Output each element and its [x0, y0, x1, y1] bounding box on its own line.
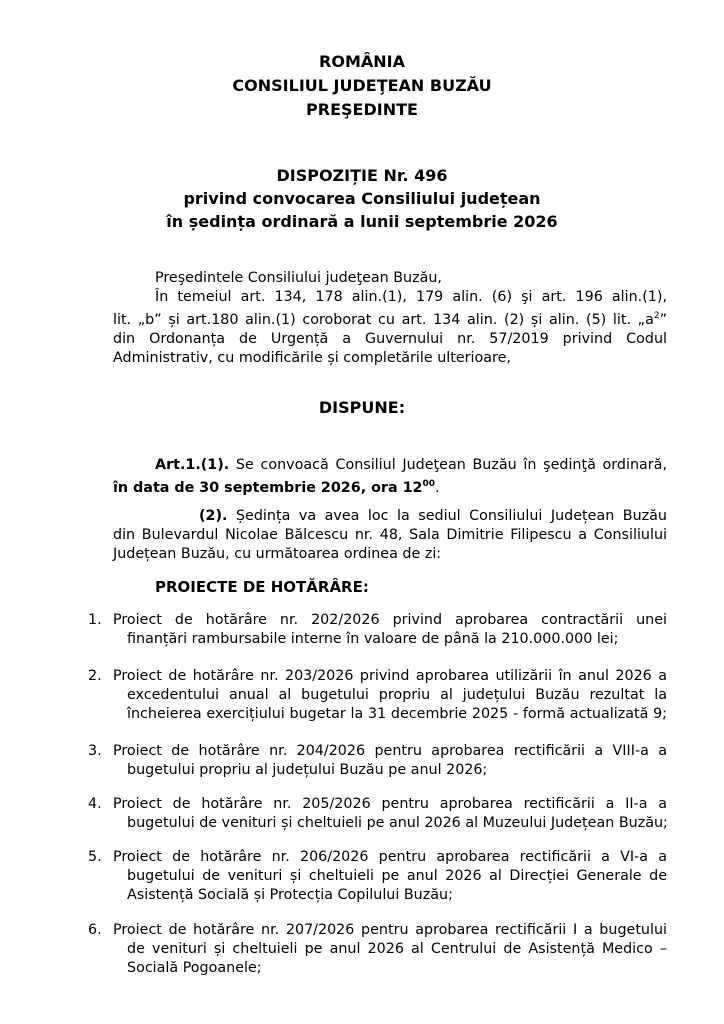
item-3-number: 3. [88, 743, 102, 759]
item-3 [113, 742, 667, 780]
article-1-hour-sup: 00 [422, 479, 436, 489]
intro-line-3-end: ” [659, 312, 667, 328]
article-1-date: în data de 30 septembrie 2026, ora 12 [113, 480, 423, 496]
intro-line-3 [113, 307, 667, 330]
item-6-number: 6. [88, 922, 102, 938]
item-4-line-2: bugetului de venituri și cheltuieli pe anul 2026 al Muzeului Județean Buzău; [127, 815, 668, 831]
item-2-line-3: încheierea exercițiului bugetar la 31 decembrie 2025 - formă actualizată 9; [127, 706, 667, 722]
article-1-text: Se convoacă Consiliul Judeţean Buzău în şedinţă ordinară, [229, 457, 667, 473]
article-1-2-line-2: din Bulevardul Nicolae Bălcescu nr. 48, Sala Dimitrie Filipescu a Consiliului [113, 527, 667, 543]
header-council: CONSILIUL JUDEŢEAN BUZĂU [232, 76, 492, 95]
header-president: PREŞEDINTE [306, 100, 418, 119]
article-1-2-label: (2). [199, 508, 228, 524]
article-1-paragraph-2 [113, 507, 667, 564]
item-5 [113, 848, 667, 905]
disposition-subject-line2: în ședința ordinară a lunii septembrie 2026 [166, 212, 558, 231]
article-1-2-line-3: Județean Buzău, cu următoarea ordinea de zi: [113, 546, 442, 562]
intro-line-3-sup: 2 [653, 311, 660, 321]
article-1 [113, 456, 667, 498]
item-5-line-1: Proiect de hotărâre nr. 206/2026 pentru aprobarea rectificării a VI-a a [113, 849, 667, 865]
item-2-line-2: excedentului anual al bugetului propriu al județului Buzău rezultat la [127, 687, 667, 703]
item-2 [113, 667, 667, 724]
item-4-number: 4. [88, 796, 102, 812]
intro-line-2: În temeiul art. 134, 178 alin.(1), 179 alin. (6) şi art. 196 alin.(1), [155, 289, 667, 305]
item-3-line-2: bugetului propriu al județului Buzău pe anul 2026; [127, 762, 488, 778]
intro-line-5: Administrativ, cu modificările și completările ulterioare, [113, 350, 511, 366]
intro-paragraph [113, 269, 667, 368]
item-4-line-1: Proiect de hotărâre nr. 205/2026 pentru aprobarea rectificării a II-a a [113, 796, 667, 812]
item-1-line-2: finanțări rambursabile interne în valoare de până la 210.000.000 lei; [127, 631, 619, 647]
intro-line-1: Preşedintele Consiliului judeţean Buzău, [155, 270, 442, 286]
article-1-2-text: Ședința va avea loc la sediul Consiliului Județean Buzău [227, 508, 667, 524]
item-6-line-2: de venituri și cheltuieli pe anul 2026 al Centrului de Asistență Medico – [127, 941, 667, 957]
item-2-number: 2. [88, 668, 102, 684]
item-4 [113, 795, 667, 833]
article-1-2-line-1 [113, 507, 667, 526]
item-2-line-1: Proiect de hotărâre nr. 203/2026 privind aprobarea utilizării în anul 2026 a [113, 668, 667, 684]
item-5-number: 5. [88, 849, 102, 865]
item-6-line-1: Proiect de hotărâre nr. 207/2026 pentru aprobarea rectificării I a bugetului [113, 922, 667, 938]
article-1-line-1 [113, 456, 667, 475]
intro-line-4: din Ordonanța de Urgență a Guvernului nr. 57/2019 privind Codul [113, 331, 667, 347]
disposition-subject-line1: privind convocarea Consiliului județean [183, 189, 541, 208]
item-6 [113, 921, 667, 978]
disposition-number: DISPOZIȚIE Nr. 496 [276, 166, 448, 185]
dispune-heading: DISPUNE: [318, 398, 406, 417]
article-1-end: . [435, 480, 440, 496]
article-1-label: Art.1.(1). [155, 457, 230, 473]
intro-line-3-text: lit. „b” și art.180 alin.(1) coroborat cu art. 134 alin. (2) și alin. (5) lit. „a [113, 312, 654, 328]
item-5-line-3: Asistență Socială și Protecția Copilului Buzău; [127, 887, 453, 903]
item-5-line-2: bugetului de venituri și cheltuieli pe anul 2026 al Direcției Generale de [127, 868, 667, 884]
item-6-line-3: Socială Pogoanele; [127, 960, 262, 976]
item-1-line-1: Proiect de hotărâre nr. 202/2026 privind aprobarea contractării unei [113, 612, 667, 628]
item-3-line-1: Proiect de hotărâre nr. 204/2026 pentru aprobarea rectificării a VIII-a a [113, 743, 667, 759]
article-1-line-2 [113, 475, 667, 498]
section-title: PROIECTE DE HOTĂRÂRE: [155, 578, 369, 596]
header-country: ROMÂNIA [319, 52, 405, 71]
item-1 [113, 611, 667, 649]
item-1-number: 1. [88, 612, 102, 628]
